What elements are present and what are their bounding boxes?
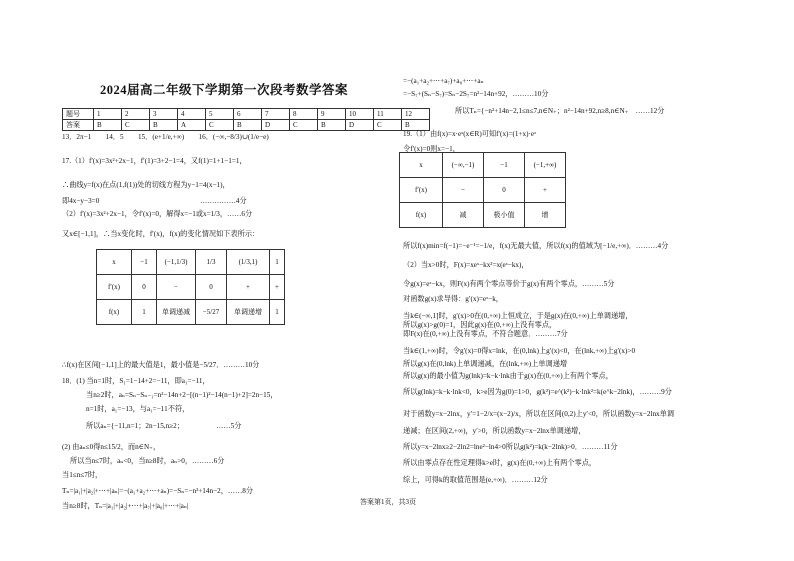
table-cell: +	[525, 178, 566, 203]
table-row	[400, 178, 566, 203]
table-19	[399, 152, 566, 228]
answer-line: 19.（1）由f(x)=x·eˣ(x∈R)可知f′(x)=(1+x)·eˣ	[403, 130, 537, 138]
table-cell: 单调递增	[227, 300, 270, 325]
answer-line: 当n≥8时，Tₙ=|a₁|+|a₂|+⋯+|a₇|+|a₈|+⋯+|aₙ|	[62, 502, 189, 510]
answer-line: 所以g(x)的最小值为g(lnk)=k−k·lnk由于g(x)在(0,+∞)上有两个零点，	[403, 372, 613, 380]
table-cell: f(x)	[400, 203, 443, 228]
answer-line: (2) 由aₙ≤0得n≤15/2，而n∈N₊，	[62, 443, 161, 451]
table-row	[400, 153, 566, 178]
answer-cell: 3	[150, 109, 178, 120]
table-cell: 极小值	[484, 203, 525, 228]
answer-cell: B	[318, 120, 346, 131]
answer-cell: 9	[318, 109, 346, 120]
answer-cell: 10	[346, 109, 374, 120]
answer-cell: C	[122, 120, 150, 131]
answer-line: 当k∈(1,+∞)时，令g′(x)=0得x=lnk，在(0,lnk)上g′(x)<0，在(lnk,+∞)上g′(x)>0	[403, 347, 636, 355]
answer-line: 所以Tₙ={−n²+14n−2,1≤n≤7,n∈N₊；n²−14n+92,n≥8,n∈N₊ ……12分	[455, 107, 665, 115]
table-cell: 1	[270, 250, 285, 275]
table-cell: 减	[443, 203, 484, 228]
table-cell: 0	[132, 275, 157, 300]
answer-line: =−(a₁+a₂+⋯+a₇)+a₈+⋯+aₙ	[403, 77, 484, 85]
table-cell: 0	[196, 275, 227, 300]
answer-line: n=1时，a₁=−13，与a₁=−11不符，	[86, 405, 190, 413]
table-cell: −5/27	[196, 300, 227, 325]
table-cell: −	[443, 178, 484, 203]
answer-cell: D	[262, 120, 290, 131]
answer-cell: 5	[206, 109, 234, 120]
table-cell: (−1,1/3)	[157, 250, 196, 275]
table-row	[97, 250, 285, 275]
table-cell: +	[227, 275, 270, 300]
answer-line: （2）f′(x)=3x²+2x−1，令f′(x)=0，解得x=−1或x=1/3，……6分	[62, 210, 253, 218]
table-cell: 1	[270, 300, 285, 325]
table-cell: +	[270, 275, 285, 300]
answer-line: 所以f(x)min=f(−1)=−e⁻¹=−1/e，f(x)无最大值，所以f(x)的值域为[−1/e,+∞)．………4分	[403, 242, 669, 250]
table-row	[97, 275, 285, 300]
answer-line: 对函数g(x)求导得：g′(x)=eˣ−k，	[403, 295, 503, 303]
answer-cell: 8	[290, 109, 318, 120]
table-cell: −1	[484, 153, 525, 178]
answer-cell: 答案	[63, 120, 94, 131]
answer-line: 所以g(lnk)=k−k·lnk<0，k>e因为g(0)=1>0，g(k²)=e^(k²)−k·lnk²=k(e^k−2lnk)，………9分	[403, 388, 672, 396]
answer-line: 当1≤n≤7时，	[62, 471, 103, 479]
answer-line: 所以g(x)>g(0)=1，因此g(x)在(0,+∞)上没有零点，	[403, 321, 557, 329]
answer-table-header-row	[63, 109, 430, 120]
table-cell: (1/3,1)	[227, 250, 270, 275]
answer-cell: B	[150, 120, 178, 131]
answer-line: 递减；在区间(2,+∞)，y′>0，所以函数y=x−2lnx单调递增，	[403, 427, 586, 435]
answer-line: 综上，可得k的取值范围是(e,+∞)．………12分	[403, 476, 548, 484]
answer-line: 所以y=x−2lnx≥2−2ln2=lne²−ln4>0所以g(k²)=k(k−2lnk)>0．………11分	[403, 443, 618, 451]
answer-cell: 12	[402, 109, 430, 120]
answer-line: ∴曲线y=f(x)在点(1,f(1))处的切线方程为y−1=4(x−1)，	[62, 181, 230, 189]
answer-line: 令f′(x)=0则x=−1，	[403, 145, 460, 153]
answer-cell: C	[374, 120, 402, 131]
answer-line: 所以当n≤7时，aₙ<0，当n≥8时，aₙ>0，………6分	[70, 457, 225, 465]
answer-line: 当n≥2时，aₙ=Sₙ−Sₙ₋₁=n²−14n+2−[(n−1)²−14(n−1)+2]=2n−15，	[86, 391, 278, 399]
table-cell: f(x)	[97, 300, 132, 325]
table-cell: 1	[132, 300, 157, 325]
table-17	[96, 249, 285, 325]
answer-cell: C	[206, 120, 234, 131]
answer-cell: 1	[94, 109, 122, 120]
answer-cell: D	[346, 120, 374, 131]
answer-cell: A	[178, 120, 206, 131]
table-cell: 增	[525, 203, 566, 228]
answer-line: 对于函数y=x−2lnx，y′=1−2/x=(x−2)/x，所以在区间(0,2)上y′<0，所以函数y=x−2lnx单调	[403, 410, 675, 418]
answer-table-answer-row	[63, 120, 430, 131]
answer-cell: 2	[122, 109, 150, 120]
answer-line: 即4x−y−3=0 ……………4分	[62, 197, 247, 205]
page-title: 2024届高二年级下学期第一次段考数学答案	[100, 83, 349, 97]
table-cell: x	[97, 250, 132, 275]
answer-cell: B	[402, 120, 430, 131]
answer-line: 所以由零点存在性定理得k>e时，g(x)在(0,+∞)上有两个零点，	[403, 459, 597, 467]
answer-cell: 4	[178, 109, 206, 120]
table-cell: (−1,+∞)	[525, 153, 566, 178]
answer-line: 13．2π−1 14．5 15．(e+1/e,+∞) 16．(−∞,−8/3)∪(1/e−e)	[62, 133, 269, 141]
table-cell: x	[400, 153, 443, 178]
table-cell: 单调递减	[157, 300, 196, 325]
answer-cell: B	[94, 120, 122, 131]
table-cell: f′(x)	[400, 178, 443, 203]
answer-line: 令g(x)=eˣ−kx，则F(x)有两个零点等价于g(x)有两个零点，………5分	[403, 280, 615, 288]
answer-line: 即F(x)在(0,+∞)上没有零点，不符合题意．………7分	[403, 330, 568, 338]
answer-cell: 7	[262, 109, 290, 120]
answer-line: 当k∈(−∞,1]时，g′(x)>0在(0,+∞)上恒成立，于是g(x)在(0,+∞)上单调递增，	[403, 312, 633, 320]
table-row	[97, 300, 285, 325]
answer-line: Tₙ=|a₁|+|a₂|+⋯+|aₙ|=−(a₁+a₂+⋯+aₙ)=−Sₙ=−n²+14n−2，……8分	[62, 487, 254, 495]
answer-line: 17.（1）f′(x)=3x²+2x−1，f′(1)=3+2−1=4，又f(1)=1+1−1=1，	[62, 157, 247, 165]
answer-cell: C	[290, 120, 318, 131]
table-cell: 0	[484, 178, 525, 203]
answer-line: 所以aₙ={−11,n=1；2n−15,n≥2； ……5分	[86, 422, 242, 430]
answer-cell: 11	[374, 109, 402, 120]
table-cell: −1	[132, 250, 157, 275]
answer-cell: B	[234, 120, 262, 131]
answer-cell: 6	[234, 109, 262, 120]
answer-line: 所以g(x)在(0,lnk)上单调递减，在(lnk,+∞)上单调递增	[403, 360, 568, 368]
answer-line: 18．(1) 当n=1时，S₁=1−14+2=−11，即a₁=−11，	[62, 377, 210, 385]
answer-line: 又x∈[−1,1]，∴当x变化时，f′(x)，f(x)的变化情况如下表所示：	[62, 230, 260, 238]
table-cell: 1/3	[196, 250, 227, 275]
answer-cell: 题号	[63, 109, 94, 120]
table-cell: f′(x)	[97, 275, 132, 300]
answer-line: =−S₇+(Sₙ−S₇)=Sₙ−2S₇=n²−14n+92，………10分	[403, 90, 549, 98]
page-footer: 答案第1页，共3页	[360, 498, 416, 506]
table-cell: −	[157, 275, 196, 300]
answer-table	[62, 108, 430, 131]
table-row	[400, 203, 566, 228]
table-cell: (−∞,−1)	[443, 153, 484, 178]
answer-line: ∴f(x)在区间[−1,1]上的最大值是1，最小值是−5/27．………10分	[62, 361, 260, 369]
answer-line: （2）当x>0时，F(x)=xeˣ−kx²=x(eˣ−kx)，	[403, 261, 529, 269]
